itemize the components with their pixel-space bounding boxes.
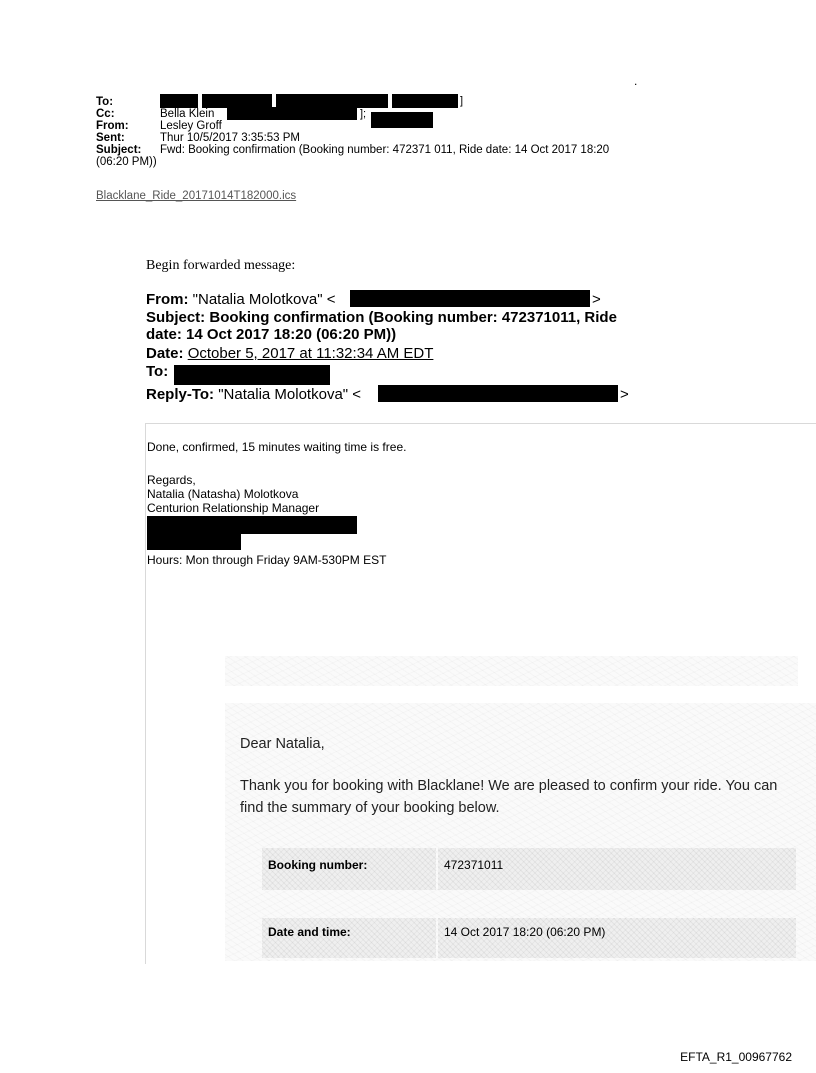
signature-name: Natalia (Natasha) Molotkova — [147, 487, 299, 501]
fwd-replyto-label: Reply-To: — [146, 386, 215, 403]
to-label: To: — [96, 96, 114, 108]
date-time-value: 14 Oct 2017 18:20 (06:20 PM) — [444, 925, 606, 939]
letter-paragraph-line2: find the summary of your booking below. — [240, 800, 500, 816]
redaction-signature-1 — [147, 516, 357, 534]
fwd-date-line — [146, 345, 433, 362]
fwd-from-label: From: — [146, 291, 189, 308]
stray-dot: . — [634, 74, 638, 88]
from-value: Lesley Groff — [160, 120, 222, 132]
subject-value: Fwd: Booking confirmation (Booking number: 472371 011, Ride date: 14 Oct 2017 18:20 — [160, 144, 610, 156]
booking-number-label: Booking number: — [268, 858, 368, 872]
subject-label: Subject: — [96, 144, 142, 156]
fwd-to-label: To: — [146, 363, 169, 380]
letter-greeting: Dear Natalia, — [240, 736, 325, 752]
booking-number-label-cell — [262, 848, 436, 890]
message-regards: Regards, — [147, 473, 196, 487]
fwd-date-value[interactable]: October 5, 2017 at 11:32:34 AM EDT — [187, 345, 434, 362]
redaction-to-1 — [160, 94, 198, 108]
document-id: EFTA_R1_00967762 — [680, 1050, 792, 1064]
redaction-signature-2 — [147, 534, 241, 550]
cc-label: Cc: — [96, 108, 115, 120]
fwd-replyto-close: > — [620, 386, 629, 403]
letter-paragraph-line1: Thank you for booking with Blacklane! We are pleased to confirm your ride. You can — [240, 778, 778, 794]
subject-continued: (06:20 PM)) — [96, 156, 157, 168]
fwd-subject-label: Subject: — [146, 309, 206, 326]
signature-hours: Hours: Mon through Friday 9AM-530PM EST — [147, 553, 387, 567]
redaction-fwd-to — [174, 365, 330, 385]
booking-number-value: 472371011 — [444, 858, 504, 872]
forward-intro: Begin forwarded message: — [146, 258, 296, 273]
fwd-replyto-value: "Natalia Molotkova" < — [218, 386, 362, 403]
cc-sep: ]; — [360, 108, 367, 120]
signature-title: Centurion Relationship Manager — [147, 501, 320, 515]
fwd-replyto-line — [146, 386, 361, 403]
fwd-subject-line2: date: 14 Oct 2017 18:20 (06:20 PM)) — [146, 326, 397, 343]
redaction-to-2 — [202, 94, 272, 108]
redaction-cc-1 — [227, 107, 357, 120]
fwd-from-line — [146, 291, 335, 308]
booking-number-value-cell — [438, 848, 796, 890]
fwd-from-close: > — [592, 291, 601, 308]
letter-banner — [225, 656, 798, 686]
fwd-subject-line1 — [146, 309, 617, 326]
redaction-to-4 — [392, 94, 458, 108]
fwd-date-label: Date: — [146, 345, 184, 362]
date-time-label-cell — [262, 918, 436, 958]
date-time-label: Date and time: — [268, 925, 351, 939]
redaction-to-3 — [276, 94, 388, 108]
date-time-value-cell — [438, 918, 796, 958]
cc-value: Bella Klein — [160, 108, 215, 120]
sent-label: Sent: — [96, 132, 125, 144]
from-label: From: — [96, 120, 129, 132]
bracket: ] — [460, 95, 464, 107]
fwd-subject-text: Booking confirmation (Booking number: 472371011, Ride — [209, 309, 617, 326]
sent-value: Thur 10/5/2017 3:35:53 PM — [160, 132, 301, 144]
fwd-from-value: "Natalia Molotkova" < — [192, 291, 336, 308]
attachment-link[interactable]: Blacklane_Ride_20171014T182000.ics — [96, 190, 297, 202]
redaction-fwd-from — [350, 290, 590, 307]
redaction-cc-2 — [371, 112, 433, 128]
redaction-fwd-replyto — [378, 385, 618, 402]
message-line: Done, confirmed, 15 minutes waiting time is free. — [147, 440, 407, 454]
